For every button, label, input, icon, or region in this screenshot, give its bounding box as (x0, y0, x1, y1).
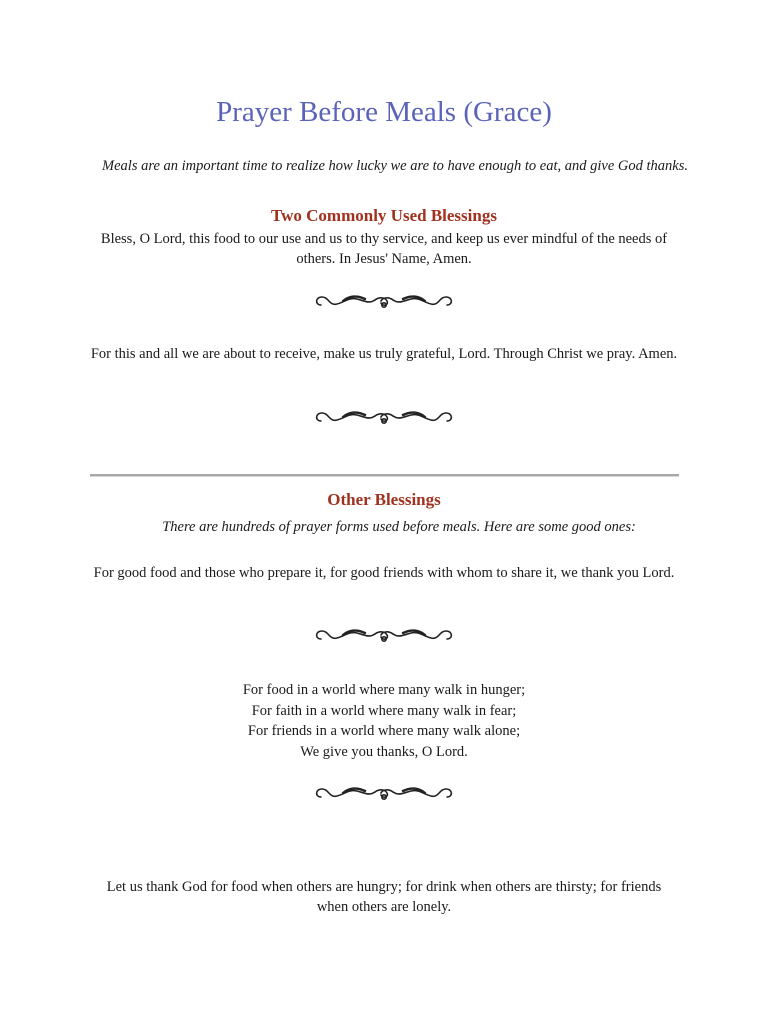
scroll-flourish-icon (313, 625, 455, 647)
blessing-text: Let us thank God for food when others are hungry; for drink when others are thirsty; for friends when others are lonely. (106, 879, 662, 915)
scroll-flourish-icon (313, 783, 455, 805)
blessing-text: Bless, O Lord, this food to our use and us to thy service, and keep us ever mindful of the needs of others. In Jesus' Name, Amen. (100, 231, 668, 267)
section-subtitle: There are hundreds of prayer forms used before meals. Here are some good ones: (162, 519, 636, 535)
poem-line: For faith in a world where many walk in fear; (251, 702, 517, 719)
section-heading-common-blessings: Two Commonly Used Blessings (271, 206, 497, 225)
section-heading-other-blessings: Other Blessings (327, 490, 441, 509)
blessing-text: For good food and those who prepare it, for good friends with whom to share it, we thank you Lord. (93, 565, 675, 581)
section-divider (90, 474, 679, 477)
poem-blessing (0, 680, 768, 762)
scroll-flourish-icon (313, 407, 455, 429)
blessing-text: For this and all we are about to receive, make us truly grateful, Lord. Through Christ we pray. Amen. (90, 346, 678, 362)
page-title: Prayer Before Meals (Grace) (216, 96, 552, 128)
poem-line: For friends in a world where many walk alone; (247, 723, 521, 739)
poem-line: For food in a world where many walk in hunger; (242, 682, 526, 698)
scroll-flourish-icon (313, 291, 455, 313)
poem-line: We give you thanks, O Lord. (300, 743, 468, 760)
intro-text: Meals are an important time to realize how lucky we are to have enough to eat, and give God thanks. (102, 158, 688, 174)
